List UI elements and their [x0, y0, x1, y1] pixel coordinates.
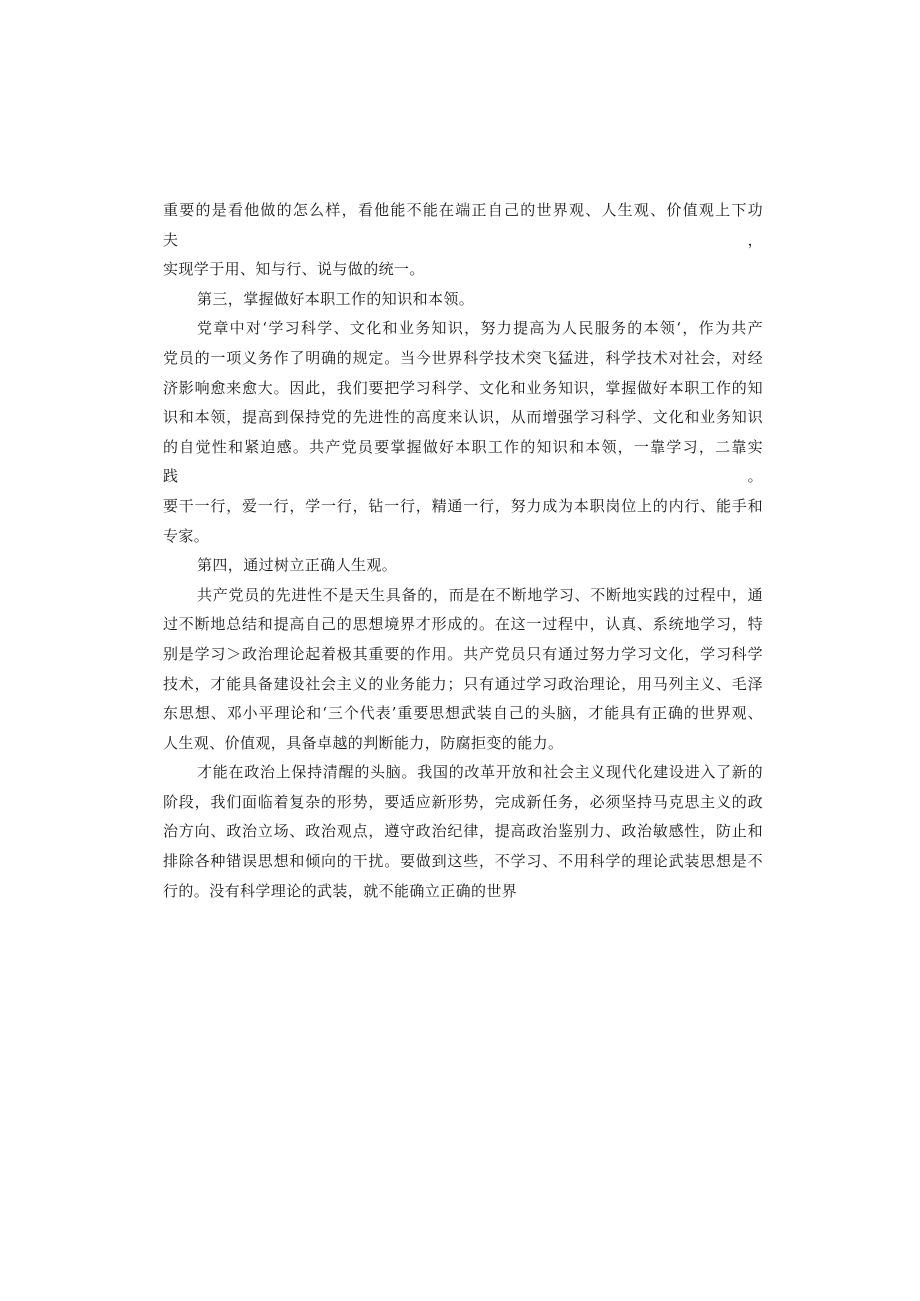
- text-line: 第三，掌握做好本职工作的知识和本领。: [197, 289, 475, 308]
- text-line: 排除各种错误思想和倾向的干扰。要做到这些，不学习、不用科学的理论武装思想是不: [163, 852, 763, 871]
- heading-fourth: [163, 551, 763, 581]
- paragraph-1: [163, 196, 763, 285]
- paragraph-5: [163, 581, 763, 759]
- text-line: 技术，才能具备建设社会主义的业务能力；只有通过学习政治理论，用马列主义、毛泽: [163, 674, 763, 693]
- text-line: 过不断地总结和提高自己的思想境界才形成的。在这一过程中，认真、系统地学习，特: [163, 615, 763, 634]
- text-line: 治方向、政治立场、政治观点，遵守政治纪律，提高政治鉴别力、政治敏感性，防止和: [163, 822, 763, 841]
- text-line: 人生观、价值观，具备卓越的判断能力，防腐拒变的能力。: [163, 733, 564, 752]
- text-line: 第四，通过树立正确人生观。: [197, 556, 398, 575]
- text-line: 济影响愈来愈大。因此，我们要把学习科学、文化和业务知识，掌握做好本职工作的知: [163, 378, 763, 397]
- paragraph-6: [163, 758, 763, 906]
- paragraph-3: [163, 314, 763, 551]
- text-line: 要干一行，爱一行，学一行，钻一行，精通一行，努力成为本职岗位上的内行、能手和: [163, 496, 763, 515]
- text-line: 阶段，我们面临着复杂的形势，要适应新形势，完成新任务，必须坚持马克思主义的政: [163, 792, 763, 811]
- text-line: 专家。: [163, 526, 210, 545]
- text-line: 东思想、邓小平理论和‘三个代表’重要思想武装自己的头脑，才能具有正确的世界观、: [163, 704, 763, 723]
- text-line: 识和本领，提高到保持党的先进性的高度来认识，从而增强学习科学、文化和业务知识: [163, 408, 763, 427]
- text-line: 别是学习＞政治理论起着极其重要的作用。共产党员只有通过努力学习文化，学习科学: [163, 644, 763, 663]
- text-line: 重要的是看他做的怎么样，看他能不能在端正自己的世界观、人生观、价值观上下功夫，: [163, 201, 763, 249]
- text-line: 党员的一项义务作了明确的规定。当今世界科学技术突飞猛进，科学技术对社会，对经: [163, 348, 763, 367]
- document-body: [163, 196, 763, 906]
- text-line: 的自觉性和紧迫感。共产党员要掌握做好本职工作的知识和本领，一靠学习，二靠实践。: [163, 437, 763, 486]
- text-line: 共产党员的先进性不是天生具备的，而是在不断地学习、不断地实践的过程中，通: [197, 585, 763, 604]
- text-line: 行的。没有科学理论的武装，就不能确立正确的世界: [163, 881, 518, 900]
- text-line: 实现学于用、知与行、说与做的统一。: [163, 260, 425, 279]
- heading-third: [163, 285, 763, 315]
- text-line: 才能在政治上保持清醒的头脑。我国的改革开放和社会主义现代化建设进入了新的: [197, 763, 763, 782]
- text-line: 党章中对‘学习科学、文化和业务知识，努力提高为人民服务的本领‘，作为共产: [197, 319, 763, 338]
